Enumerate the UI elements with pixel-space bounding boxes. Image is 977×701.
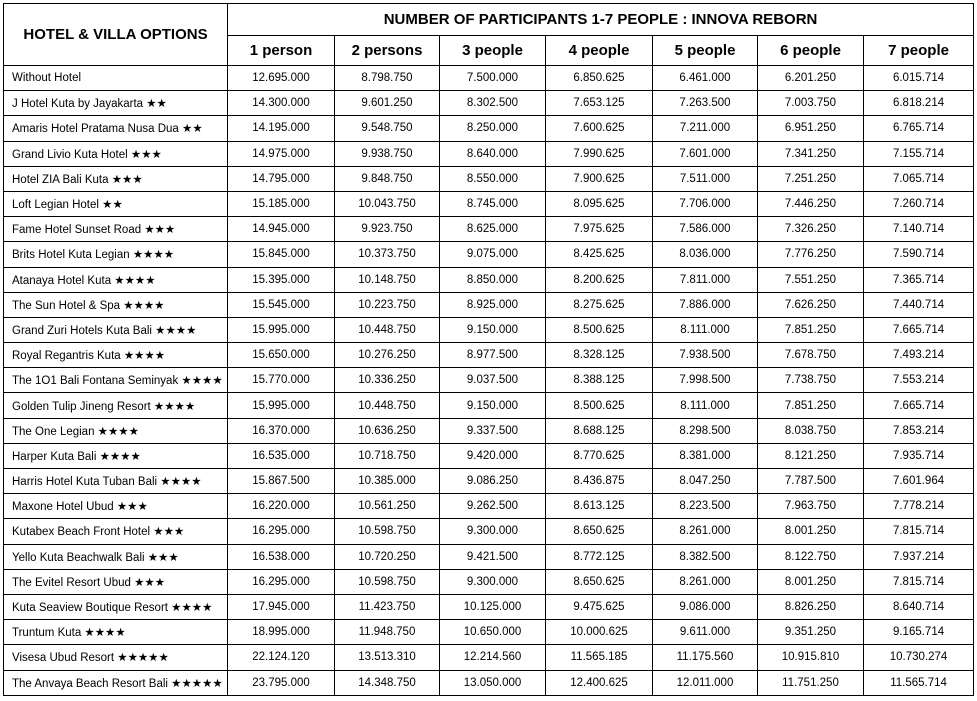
price-cell: 7.678.750 — [758, 343, 864, 368]
price-cell: 8.625.000 — [440, 217, 546, 242]
price-cell: 8.200.625 — [546, 267, 653, 292]
price-cell: 8.223.500 — [653, 494, 758, 519]
price-cell: 8.111.000 — [653, 393, 758, 418]
price-cell: 15.995.000 — [228, 393, 335, 418]
price-cell: 9.938.750 — [335, 141, 440, 166]
price-cell: 9.086.250 — [440, 469, 546, 494]
hotel-name-cell: Grand Zuri Hotels Kuta Bali ★★★★ — [4, 317, 228, 342]
price-cell: 8.798.750 — [335, 66, 440, 91]
price-cell: 15.545.000 — [228, 292, 335, 317]
price-cell: 7.601.000 — [653, 141, 758, 166]
price-cell: 7.601.964 — [864, 469, 974, 494]
price-cell: 8.925.000 — [440, 292, 546, 317]
hotel-name-cell: Brits Hotel Kuta Legian ★★★★ — [4, 242, 228, 267]
price-cell: 8.302.500 — [440, 91, 546, 116]
price-cell: 7.065.714 — [864, 166, 974, 191]
price-cell: 16.295.000 — [228, 569, 335, 594]
price-cell: 14.945.000 — [228, 217, 335, 242]
price-cell: 14.195.000 — [228, 116, 335, 141]
price-cell: 10.561.250 — [335, 494, 440, 519]
price-cell: 7.665.714 — [864, 317, 974, 342]
price-cell: 7.738.750 — [758, 368, 864, 393]
price-cell: 7.263.500 — [653, 91, 758, 116]
price-cell: 11.175.560 — [653, 645, 758, 670]
price-cell: 12.695.000 — [228, 66, 335, 91]
price-cell: 12.214.560 — [440, 645, 546, 670]
price-cell: 18.995.000 — [228, 620, 335, 645]
price-cell: 8.425.625 — [546, 242, 653, 267]
hotel-name-cell: Harper Kuta Bali ★★★★ — [4, 443, 228, 468]
price-cell: 6.015.714 — [864, 66, 974, 91]
price-cell: 6.951.250 — [758, 116, 864, 141]
hotel-name-cell: The Sun Hotel & Spa ★★★★ — [4, 292, 228, 317]
table-row — [4, 569, 974, 594]
hotel-name-cell: Golden Tulip Jineng Resort ★★★★ — [4, 393, 228, 418]
price-cell: 6.461.000 — [653, 66, 758, 91]
price-cell: 12.011.000 — [653, 670, 758, 695]
table-row — [4, 267, 974, 292]
price-cell: 7.815.714 — [864, 569, 974, 594]
price-cell: 10.223.750 — [335, 292, 440, 317]
table-row — [4, 670, 974, 695]
price-cell: 8.388.125 — [546, 368, 653, 393]
price-cell: 6.201.250 — [758, 66, 864, 91]
table-row — [4, 292, 974, 317]
hotel-name-cell: Loft Legian Hotel ★★ — [4, 191, 228, 216]
price-cell: 7.998.500 — [653, 368, 758, 393]
price-cell: 9.150.000 — [440, 393, 546, 418]
price-cell: 16.220.000 — [228, 494, 335, 519]
hotel-name-cell: Hotel ZIA Bali Kuta ★★★ — [4, 166, 228, 191]
price-cell: 11.565.714 — [864, 670, 974, 695]
price-cell: 8.500.625 — [546, 393, 653, 418]
hotel-name-cell: The 1O1 Bali Fontana Seminyak ★★★★ — [4, 368, 228, 393]
price-cell: 7.600.625 — [546, 116, 653, 141]
table-row — [4, 116, 974, 141]
price-cell: 7.851.250 — [758, 393, 864, 418]
price-cell: 17.945.000 — [228, 594, 335, 619]
price-cell: 8.036.000 — [653, 242, 758, 267]
price-table — [3, 3, 974, 696]
price-cell: 10.448.750 — [335, 393, 440, 418]
price-cell: 8.640.714 — [864, 594, 974, 619]
price-cell: 10.043.750 — [335, 191, 440, 216]
price-cell: 8.047.250 — [653, 469, 758, 494]
price-cell: 10.915.810 — [758, 645, 864, 670]
price-cell: 11.565.185 — [546, 645, 653, 670]
price-cell: 8.770.625 — [546, 443, 653, 468]
hotel-options-header: HOTEL & VILLA OPTIONS — [4, 4, 228, 66]
price-cell: 8.298.500 — [653, 418, 758, 443]
price-cell: 9.150.000 — [440, 317, 546, 342]
price-cell: 23.795.000 — [228, 670, 335, 695]
price-cell: 16.535.000 — [228, 443, 335, 468]
price-cell: 7.511.000 — [653, 166, 758, 191]
price-cell: 12.400.625 — [546, 670, 653, 695]
price-cell: 8.275.625 — [546, 292, 653, 317]
table-row — [4, 418, 974, 443]
price-cell: 9.037.500 — [440, 368, 546, 393]
price-cell: 8.038.750 — [758, 418, 864, 443]
price-cell: 9.300.000 — [440, 569, 546, 594]
price-cell: 10.720.250 — [335, 544, 440, 569]
price-cell: 8.250.000 — [440, 116, 546, 141]
price-cell: 14.795.000 — [228, 166, 335, 191]
price-cell: 7.778.214 — [864, 494, 974, 519]
price-cell: 9.923.750 — [335, 217, 440, 242]
price-cell: 10.148.750 — [335, 267, 440, 292]
price-cell: 7.653.125 — [546, 91, 653, 116]
hotel-name-cell: The Evitel Resort Ubud ★★★ — [4, 569, 228, 594]
price-cell: 7.553.214 — [864, 368, 974, 393]
price-cell: 9.420.000 — [440, 443, 546, 468]
hotel-name-cell: Yello Kuta Beachwalk Bali ★★★ — [4, 544, 228, 569]
price-cell: 7.853.214 — [864, 418, 974, 443]
price-cell: 8.500.625 — [546, 317, 653, 342]
table-row — [4, 66, 974, 91]
price-cell: 9.475.625 — [546, 594, 653, 619]
table-row — [4, 494, 974, 519]
table-row — [4, 469, 974, 494]
price-cell: 22.124.120 — [228, 645, 335, 670]
price-cell: 10.373.750 — [335, 242, 440, 267]
price-cell: 7.900.625 — [546, 166, 653, 191]
price-cell: 7.590.714 — [864, 242, 974, 267]
price-cell: 10.598.750 — [335, 569, 440, 594]
price-cell: 15.650.000 — [228, 343, 335, 368]
price-cell: 8.095.625 — [546, 191, 653, 216]
price-cell: 8.613.125 — [546, 494, 653, 519]
price-cell: 10.385.000 — [335, 469, 440, 494]
column-header: 5 people — [653, 36, 758, 66]
price-cell: 8.745.000 — [440, 191, 546, 216]
price-cell: 7.787.500 — [758, 469, 864, 494]
price-cell: 7.251.250 — [758, 166, 864, 191]
column-header: 6 people — [758, 36, 864, 66]
price-cell: 8.261.000 — [653, 519, 758, 544]
price-cell: 7.975.625 — [546, 217, 653, 242]
price-cell: 6.818.214 — [864, 91, 974, 116]
table-row — [4, 519, 974, 544]
price-cell: 7.140.714 — [864, 217, 974, 242]
hotel-name-cell: Grand Livio Kuta Hotel ★★★ — [4, 141, 228, 166]
price-cell: 10.000.625 — [546, 620, 653, 645]
price-cell: 10.636.250 — [335, 418, 440, 443]
price-cell: 7.446.250 — [758, 191, 864, 216]
price-cell: 8.328.125 — [546, 343, 653, 368]
price-cell: 9.337.500 — [440, 418, 546, 443]
price-cell: 7.935.714 — [864, 443, 974, 468]
column-header: 4 people — [546, 36, 653, 66]
price-cell: 8.121.250 — [758, 443, 864, 468]
price-cell: 9.611.000 — [653, 620, 758, 645]
price-cell: 7.440.714 — [864, 292, 974, 317]
table-row — [4, 443, 974, 468]
price-cell: 7.211.000 — [653, 116, 758, 141]
price-cell: 11.751.250 — [758, 670, 864, 695]
price-cell: 7.963.750 — [758, 494, 864, 519]
price-cell: 10.598.750 — [335, 519, 440, 544]
price-cell: 8.826.250 — [758, 594, 864, 619]
price-cell: 8.772.125 — [546, 544, 653, 569]
price-cell: 7.938.500 — [653, 343, 758, 368]
price-cell: 9.165.714 — [864, 620, 974, 645]
price-cell: 7.886.000 — [653, 292, 758, 317]
price-cell: 9.548.750 — [335, 116, 440, 141]
price-cell: 7.776.250 — [758, 242, 864, 267]
price-cell: 8.650.625 — [546, 519, 653, 544]
column-header: 1 person — [228, 36, 335, 66]
price-cell: 7.851.250 — [758, 317, 864, 342]
price-cell: 10.276.250 — [335, 343, 440, 368]
price-cell: 7.326.250 — [758, 217, 864, 242]
table-body — [4, 66, 974, 696]
price-cell: 8.122.750 — [758, 544, 864, 569]
price-cell: 14.975.000 — [228, 141, 335, 166]
hotel-name-cell: Fame Hotel Sunset Road ★★★ — [4, 217, 228, 242]
price-cell: 8.850.000 — [440, 267, 546, 292]
price-cell: 7.551.250 — [758, 267, 864, 292]
price-cell: 15.995.000 — [228, 317, 335, 342]
table-row — [4, 191, 974, 216]
table-row — [4, 594, 974, 619]
price-cell: 11.423.750 — [335, 594, 440, 619]
price-cell: 9.601.250 — [335, 91, 440, 116]
price-cell: 9.848.750 — [335, 166, 440, 191]
price-cell: 10.448.750 — [335, 317, 440, 342]
table-row — [4, 166, 974, 191]
hotel-name-cell: The Anvaya Beach Resort Bali ★★★★★ — [4, 670, 228, 695]
hotel-name-cell: Maxone Hotel Ubud ★★★ — [4, 494, 228, 519]
price-cell: 7.815.714 — [864, 519, 974, 544]
price-cell: 15.845.000 — [228, 242, 335, 267]
column-header: 7 people — [864, 36, 974, 66]
price-cell: 8.977.500 — [440, 343, 546, 368]
price-cell: 8.640.000 — [440, 141, 546, 166]
table-row — [4, 317, 974, 342]
price-cell: 7.990.625 — [546, 141, 653, 166]
column-header: 2 persons — [335, 36, 440, 66]
price-cell: 6.850.625 — [546, 66, 653, 91]
price-cell: 13.513.310 — [335, 645, 440, 670]
table-row — [4, 368, 974, 393]
table-row — [4, 343, 974, 368]
price-cell: 14.300.000 — [228, 91, 335, 116]
price-cell: 8.261.000 — [653, 569, 758, 594]
price-cell: 11.948.750 — [335, 620, 440, 645]
table-row — [4, 544, 974, 569]
hotel-name-cell: The One Legian ★★★★ — [4, 418, 228, 443]
table-row — [4, 141, 974, 166]
price-cell: 8.688.125 — [546, 418, 653, 443]
price-cell: 9.300.000 — [440, 519, 546, 544]
hotel-name-cell: Visesa Ubud Resort ★★★★★ — [4, 645, 228, 670]
price-cell: 8.650.625 — [546, 569, 653, 594]
price-cell: 7.811.000 — [653, 267, 758, 292]
table-row — [4, 242, 974, 267]
price-cell: 15.770.000 — [228, 368, 335, 393]
price-cell: 9.421.500 — [440, 544, 546, 569]
price-cell: 9.086.000 — [653, 594, 758, 619]
column-header: 3 people — [440, 36, 546, 66]
price-cell: 7.665.714 — [864, 393, 974, 418]
price-cell: 8.111.000 — [653, 317, 758, 342]
price-cell: 8.381.000 — [653, 443, 758, 468]
price-cell: 16.295.000 — [228, 519, 335, 544]
price-cell: 8.001.250 — [758, 569, 864, 594]
hotel-name-cell: Kuta Seaview Boutique Resort ★★★★ — [4, 594, 228, 619]
table-row — [4, 620, 974, 645]
price-cell: 7.260.714 — [864, 191, 974, 216]
table-row — [4, 217, 974, 242]
hotel-name-cell: Kutabex Beach Front Hotel ★★★ — [4, 519, 228, 544]
price-cell: 7.155.714 — [864, 141, 974, 166]
price-cell: 10.650.000 — [440, 620, 546, 645]
price-cell: 8.550.000 — [440, 166, 546, 191]
price-cell: 15.185.000 — [228, 191, 335, 216]
price-cell: 16.370.000 — [228, 418, 335, 443]
price-cell: 7.937.214 — [864, 544, 974, 569]
price-cell: 7.500.000 — [440, 66, 546, 91]
table-row — [4, 91, 974, 116]
price-cell: 10.125.000 — [440, 594, 546, 619]
price-cell: 10.718.750 — [335, 443, 440, 468]
price-cell: 8.382.500 — [653, 544, 758, 569]
price-cell: 10.730.274 — [864, 645, 974, 670]
price-cell: 7.365.714 — [864, 267, 974, 292]
table-row — [4, 645, 974, 670]
hotel-name-cell: Truntum Kuta ★★★★ — [4, 620, 228, 645]
price-cell: 7.586.000 — [653, 217, 758, 242]
price-cell: 7.341.250 — [758, 141, 864, 166]
price-cell: 10.336.250 — [335, 368, 440, 393]
hotel-name-cell: Without Hotel — [4, 66, 228, 91]
price-cell: 7.003.750 — [758, 91, 864, 116]
price-cell: 16.538.000 — [228, 544, 335, 569]
price-cell: 13.050.000 — [440, 670, 546, 695]
hotel-name-cell: Atanaya Hotel Kuta ★★★★ — [4, 267, 228, 292]
hotel-name-cell: Harris Hotel Kuta Tuban Bali ★★★★ — [4, 469, 228, 494]
price-cell: 8.001.250 — [758, 519, 864, 544]
hotel-name-cell: Royal Regantris Kuta ★★★★ — [4, 343, 228, 368]
price-cell: 8.436.875 — [546, 469, 653, 494]
price-cell: 6.765.714 — [864, 116, 974, 141]
price-cell: 9.351.250 — [758, 620, 864, 645]
price-cell: 15.395.000 — [228, 267, 335, 292]
table-row — [4, 393, 974, 418]
price-cell: 7.493.214 — [864, 343, 974, 368]
price-cell: 14.348.750 — [335, 670, 440, 695]
price-cell: 15.867.500 — [228, 469, 335, 494]
hotel-name-cell: J Hotel Kuta by Jayakarta ★★ — [4, 91, 228, 116]
price-cell: 7.706.000 — [653, 191, 758, 216]
price-cell: 9.075.000 — [440, 242, 546, 267]
price-cell: 7.626.250 — [758, 292, 864, 317]
price-cell: 9.262.500 — [440, 494, 546, 519]
participants-title: NUMBER OF PARTICIPANTS 1-7 PEOPLE : INNOVA REBORN — [228, 4, 974, 36]
hotel-name-cell: Amaris Hotel Pratama Nusa Dua ★★ — [4, 116, 228, 141]
